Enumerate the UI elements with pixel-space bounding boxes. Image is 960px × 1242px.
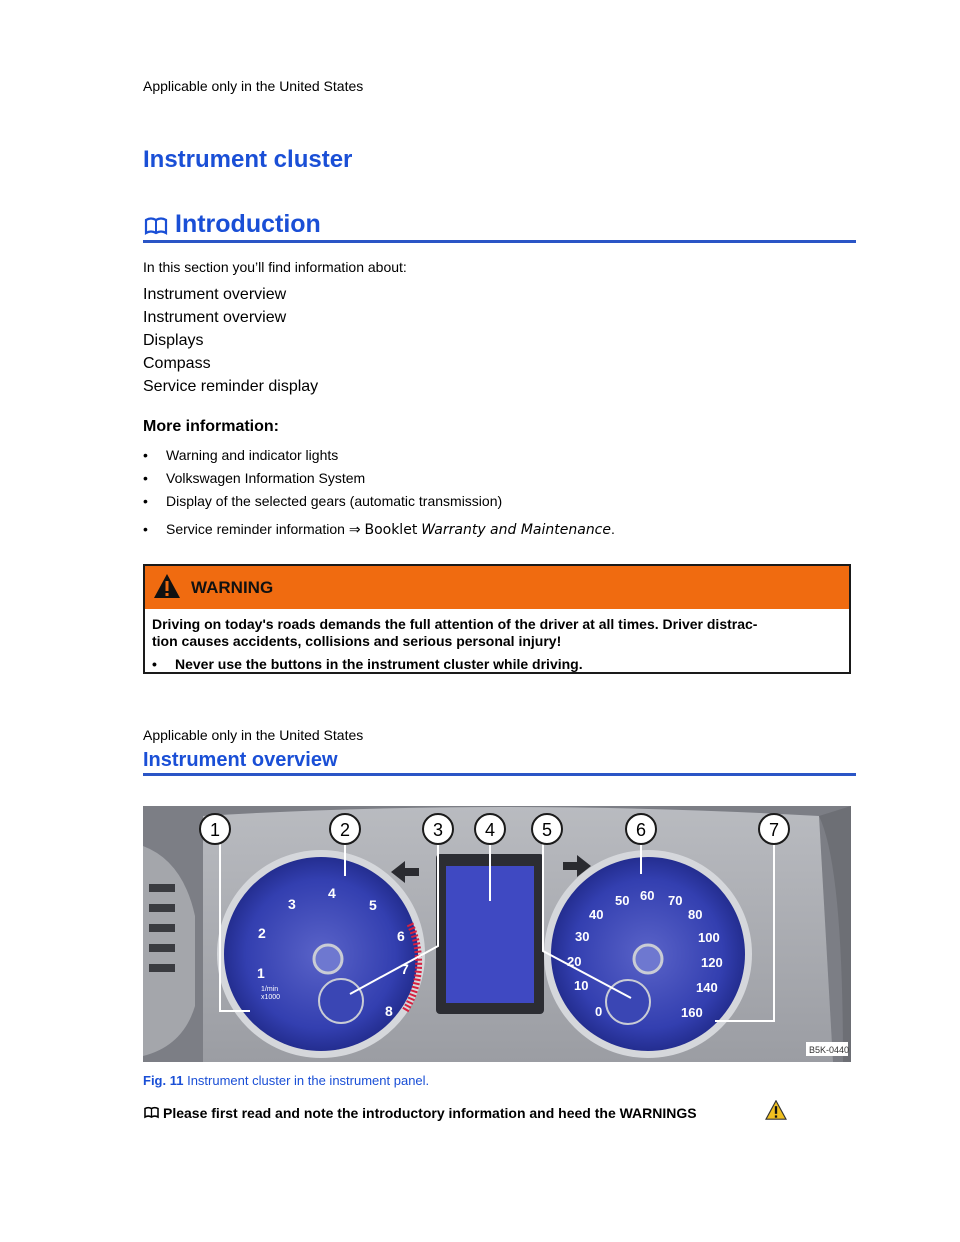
warning-text-line: tion causes accidents, collisions and serious personal injury! [152, 633, 562, 649]
warning-header [145, 566, 849, 609]
instrument-cluster-illustration [143, 806, 851, 1062]
bullet-dot: • [143, 493, 148, 509]
tach-number: 1 [257, 965, 265, 981]
caption-text: Instrument cluster in the instrument panel. [187, 1073, 430, 1088]
figure-caption [143, 1073, 429, 1088]
speedo-number: 20 [567, 954, 582, 969]
tach-number: 6 [397, 928, 405, 944]
bullet-text: Service reminder information ⇒ [166, 521, 361, 537]
topic-list [143, 283, 318, 398]
caption-label: Fig. 11 [143, 1073, 184, 1088]
more-info-label: More information: [143, 418, 279, 435]
speedo-number: 120 [701, 955, 723, 970]
warning-bullet [152, 656, 842, 674]
intro-title: Introduction [175, 210, 321, 238]
tach-number: 7 [401, 961, 409, 977]
tach-unit: 1/min [261, 986, 279, 993]
chapter-title: Instrument cluster [143, 146, 353, 173]
speedo-number: 50 [615, 893, 630, 908]
warning-label: WARNING [191, 578, 274, 597]
tach-number: 3 [288, 896, 296, 912]
heading-rule [143, 240, 856, 243]
speedo-number: 80 [688, 907, 703, 922]
bullet-dot: • [143, 447, 148, 463]
speedo-number: 10 [574, 978, 589, 993]
intro-reference-note [143, 1100, 843, 1126]
callout-number: 5 [541, 820, 553, 840]
section-title: Instrument overview [143, 749, 338, 771]
callout-number: 7 [768, 820, 780, 840]
speedo-number: 140 [696, 980, 718, 995]
speedo-number: 40 [589, 907, 604, 922]
speedo-number: 0 [595, 1004, 603, 1019]
tach-number: 4 [328, 885, 336, 901]
tach-number: 2 [258, 925, 266, 941]
bullet-dot: • [152, 656, 157, 672]
callout-number: 3 [432, 820, 444, 840]
period: . [611, 521, 615, 537]
topic-link[interactable]: Displays [143, 332, 204, 349]
speedo-number: 30 [575, 929, 590, 944]
booklet-reference [166, 521, 615, 538]
warning-body [152, 616, 842, 674]
reference-text[interactable]: Please first read and note the introductory information and heed the WARNINGS [163, 1105, 697, 1121]
warning-triangle-icon[interactable] [765, 1100, 787, 1120]
callout-number: 2 [339, 820, 351, 840]
list-item [143, 493, 743, 511]
list-item [143, 521, 793, 541]
list-item [143, 447, 743, 465]
warning-bullet-text: Never use the buttons in the instrument cluster while driving. [175, 656, 583, 672]
callout-number: 6 [635, 820, 647, 840]
bullet-dot: • [143, 521, 148, 537]
list-item [143, 470, 743, 488]
booklet-label: Booklet [364, 522, 418, 538]
tach-unit: x1000 [261, 994, 281, 1001]
book-icon [143, 1106, 160, 1119]
instrument-cluster-figure [143, 806, 851, 1062]
speedo-number: 100 [698, 930, 720, 945]
tach-number: 8 [385, 1003, 393, 1019]
topic-link[interactable]: Instrument overview [143, 309, 287, 326]
tach-number: 5 [369, 897, 377, 913]
image-code: B5K-0440 [809, 1045, 850, 1055]
book-icon [143, 216, 169, 236]
applicability-note: Applicable only in the United States [143, 78, 364, 94]
bullet-text[interactable]: Warning and indicator lights [166, 447, 339, 463]
warning-box [143, 564, 851, 674]
topic-link[interactable]: Instrument overview [143, 286, 287, 303]
applicability-note: Applicable only in the United States [143, 727, 364, 743]
callout-number: 1 [209, 820, 221, 840]
booklet-title[interactable]: Warranty and Maintenance [421, 522, 611, 538]
bullet-dot: • [143, 470, 148, 486]
bullet-text[interactable]: Display of the selected gears (automatic transmission) [166, 493, 503, 509]
warning-triangle-icon [153, 573, 181, 599]
heading-rule [143, 773, 856, 776]
speedo-number: 160 [681, 1005, 703, 1020]
topic-link[interactable]: Service reminder display [143, 378, 319, 395]
speedo-number: 60 [640, 888, 655, 903]
topic-link[interactable]: Compass [143, 355, 211, 372]
bullet-text[interactable]: Volkswagen Information System [166, 470, 366, 486]
speedo-number: 70 [668, 893, 683, 908]
intro-lead: In this section you’ll find information about: [143, 259, 407, 275]
callout-number: 4 [484, 820, 496, 840]
warning-text-line: Driving on today's roads demands the full attention of the driver at all times. Driver distrac- [152, 616, 758, 632]
